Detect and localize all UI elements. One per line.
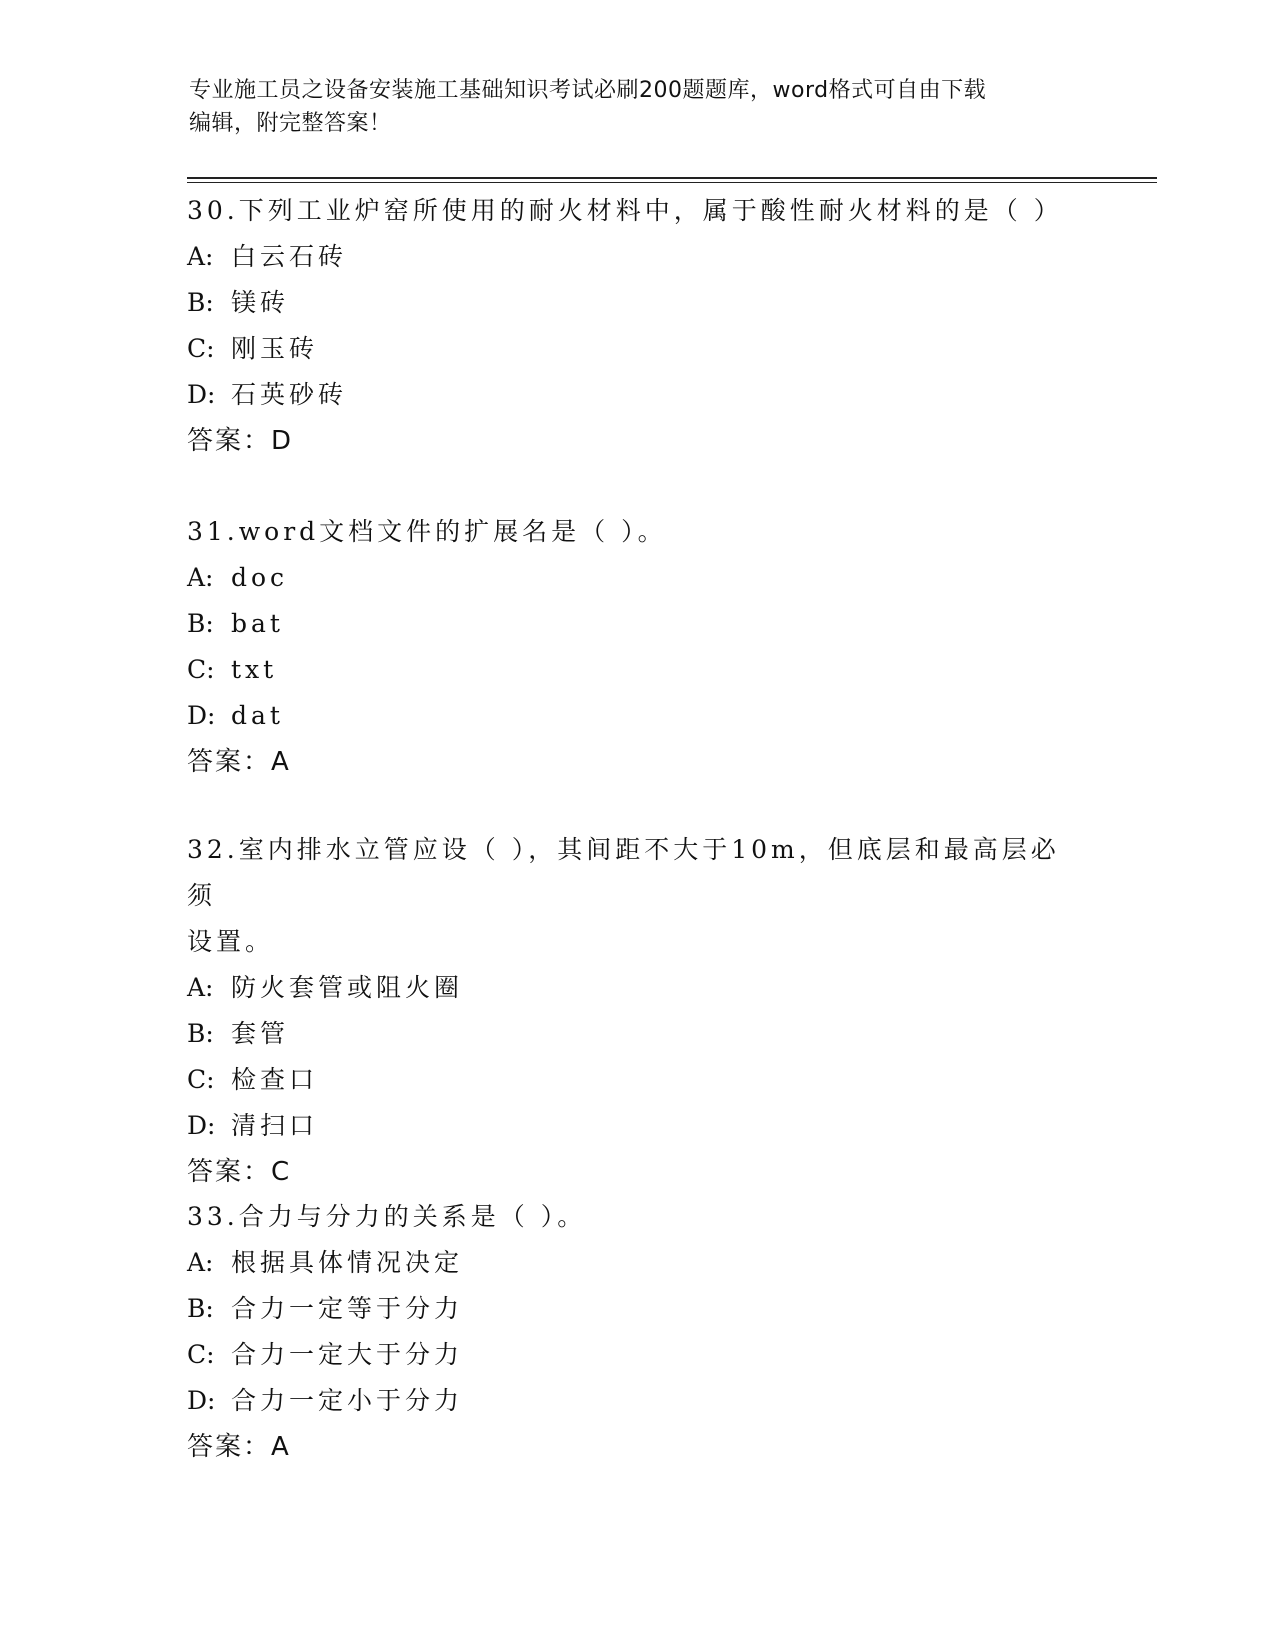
option-c [187, 1057, 1087, 1103]
option-b [187, 1286, 1087, 1332]
option-text: bat [231, 609, 284, 638]
option-d [187, 693, 1087, 739]
option-key: B: [187, 609, 214, 638]
option-text: 清扫口 [231, 1111, 319, 1140]
question-stem: 31.word文档文件的扩展名是（ ）。 [187, 517, 667, 546]
header-divider-bottom [187, 182, 1157, 183]
option-key: A: [187, 563, 214, 592]
option-b [187, 280, 1087, 326]
option-key: A: [187, 973, 214, 1002]
answer: 答案：A [187, 747, 291, 777]
option-text: 合力一定小于分力 [231, 1386, 464, 1415]
question-33 [187, 1194, 1087, 1470]
answer: 答案：A [187, 1432, 291, 1462]
option-key: C: [187, 655, 215, 684]
option-text: txt [231, 655, 278, 684]
option-text: 镁砖 [231, 288, 290, 317]
option-d [187, 1103, 1087, 1149]
question-31 [187, 509, 1087, 785]
option-key: C: [187, 1340, 215, 1369]
option-d [187, 372, 1087, 418]
answer: 答案：C [187, 1157, 292, 1187]
option-key: C: [187, 334, 215, 363]
option-key: C: [187, 1065, 215, 1094]
option-a [187, 1240, 1087, 1286]
answer: 答案：D [187, 426, 294, 456]
header-line-2: 编辑，附完整答案！ [189, 111, 392, 136]
option-key: B: [187, 1294, 214, 1323]
option-c [187, 647, 1087, 693]
question-stem-line-2: 设置。 [187, 927, 275, 956]
option-text: 套管 [231, 1019, 290, 1048]
option-b [187, 1011, 1087, 1057]
option-text: 石英砂砖 [231, 380, 348, 409]
option-key: A: [187, 242, 214, 271]
option-key: D: [187, 1111, 216, 1140]
question-stem: 30.下列工业炉窑所使用的耐火材料中，属于酸性耐火材料的是（ ） [187, 196, 1063, 225]
option-key: B: [187, 288, 214, 317]
option-c [187, 1332, 1087, 1378]
option-text: dat [231, 701, 284, 730]
header-line-1: 专业施工员之设备安装施工基础知识考试必刷200题题库，word格式可自由下载 [189, 78, 987, 103]
option-a [187, 555, 1087, 601]
option-key: D: [187, 701, 216, 730]
document-header [189, 74, 1089, 140]
option-key: B: [187, 1019, 214, 1048]
option-text: 根据具体情况决定 [231, 1248, 464, 1277]
option-a [187, 965, 1087, 1011]
option-b [187, 601, 1087, 647]
question-stem-line-1: 32.室内排水立管应设（ ），其间距不大于10m，但底层和最高层必须 [187, 835, 1060, 910]
option-c [187, 326, 1087, 372]
option-text: doc [231, 563, 289, 592]
option-a [187, 234, 1087, 280]
option-text: 合力一定大于分力 [231, 1340, 464, 1369]
option-text: 防火套管或阻火圈 [231, 973, 464, 1002]
option-d [187, 1378, 1087, 1424]
question-30 [187, 188, 1087, 464]
option-key: D: [187, 1386, 216, 1415]
option-text: 刚玉砖 [231, 334, 319, 363]
option-key: A: [187, 1248, 214, 1277]
option-text: 检查口 [231, 1065, 319, 1094]
header-divider-top [187, 177, 1157, 179]
option-text: 合力一定等于分力 [231, 1294, 464, 1323]
option-key: D: [187, 380, 216, 409]
option-text: 白云石砖 [231, 242, 348, 271]
question-stem: 33.合力与分力的关系是（ ）。 [187, 1202, 587, 1231]
question-32 [187, 827, 1087, 1195]
